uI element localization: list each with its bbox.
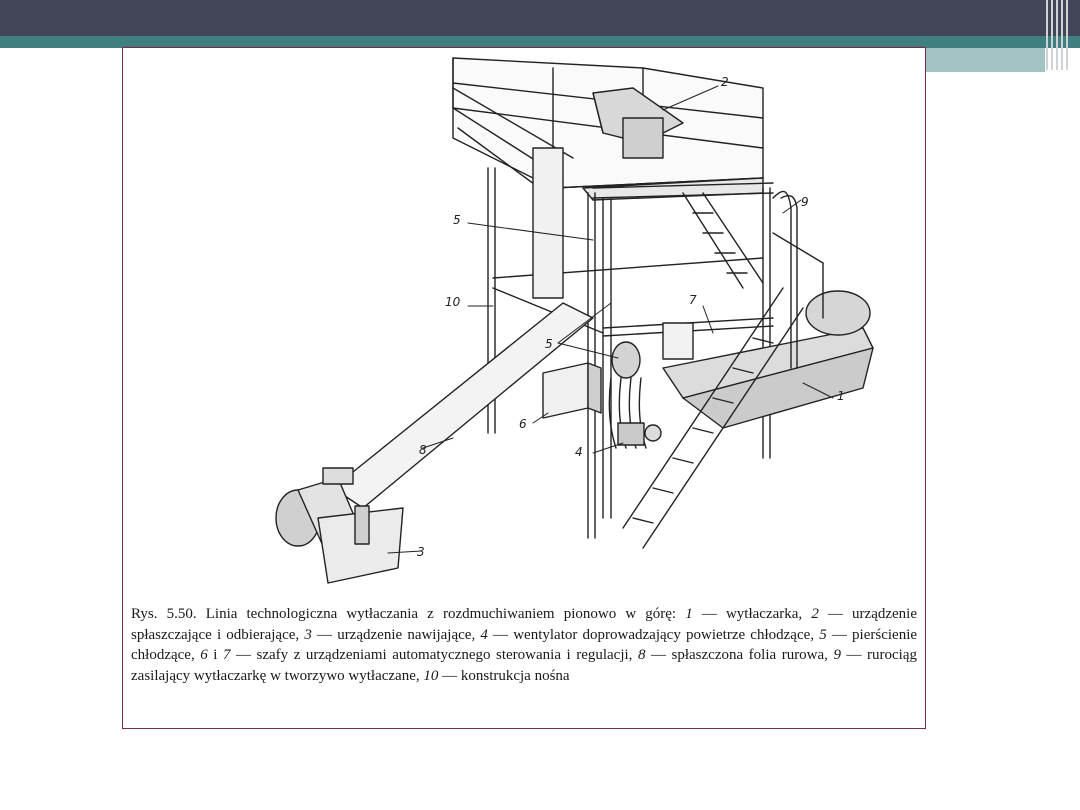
callout-label: 9 <box>801 195 809 209</box>
callout-label: 5 <box>545 337 553 351</box>
caption-number: 3 <box>304 626 312 643</box>
callout-label: 7 <box>689 293 697 307</box>
caption-number: 5 <box>819 626 827 643</box>
callout-label: 2 <box>721 75 729 89</box>
callout-label: 4 <box>575 445 583 459</box>
callout-label: 1 <box>837 389 845 403</box>
caption-text: — rurociąg zasilający wytłaczarkę w tworzywo wytłaczane, <box>131 647 917 684</box>
film-chute <box>533 148 563 298</box>
caption-text: — spłaszczona folia rurowa, <box>645 647 834 663</box>
caption-text: — konstrukcja nośna <box>438 667 570 684</box>
callout-label: 10 <box>445 295 461 309</box>
caption-text: — wytłaczarka, <box>692 606 812 622</box>
corner-decoration <box>1046 0 1072 70</box>
caption-number: 10 <box>423 667 439 684</box>
figure-frame <box>122 47 926 729</box>
caption-text: — urządzenie nawijające, <box>311 626 481 643</box>
callout-label: 6 <box>519 417 527 431</box>
caption-lead: Rys. 5.50. Linia technologiczna wytłaczania z rozdmuchiwaniem pionowo w górę: <box>131 606 686 622</box>
caption-number: 2 <box>811 606 819 622</box>
figure-caption <box>131 604 917 686</box>
callout-label: 5 <box>453 213 461 227</box>
caption-number: 7 <box>222 647 231 663</box>
caption-text: — pierścienie chłodzące, <box>131 626 918 663</box>
caption-number: 8 <box>637 647 646 663</box>
callout-label: 3 <box>417 545 425 559</box>
caption-number: 9 <box>833 647 841 663</box>
caption-number: 6 <box>200 647 208 663</box>
callout-label: 8 <box>419 443 427 457</box>
slide-header-bar <box>0 0 1080 36</box>
caption-text: — urządzenie spłaszczające i odbierające, <box>131 606 918 643</box>
caption-text: i <box>207 647 223 663</box>
caption-text: — szafy z urządzeniami automatycznego sterowania i regulacji, <box>230 647 638 663</box>
caption-number: 4 <box>480 626 488 643</box>
caption-text: — wentylator doprowadzający powietrze chłodzące, <box>487 626 820 643</box>
slide-accent-bar-light <box>925 48 1045 72</box>
caption-number: 1 <box>685 606 693 622</box>
line-drawing <box>123 48 925 598</box>
